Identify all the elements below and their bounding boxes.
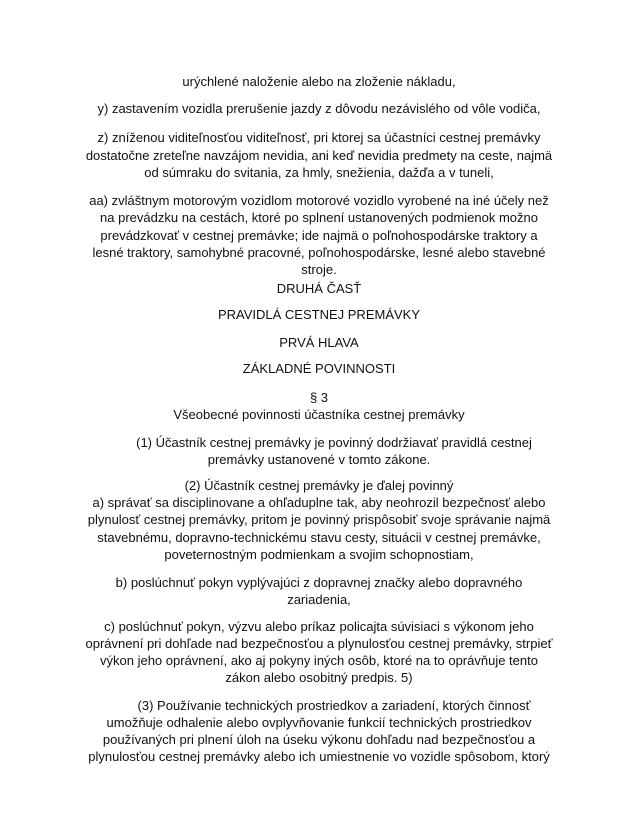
section-heading: PRVÁ HLAVA — [279, 335, 359, 350]
text-line: poveternostným podmienkam a svojim schopnostiam, — [164, 547, 474, 562]
text-line: umožňuje odhalenie alebo ovplyvňovanie funkcií technických prostriedkov — [106, 715, 532, 730]
text-line: od súmraku do svitania, za hmly, snežienia, dažďa a v tuneli, — [144, 165, 494, 180]
text-line: c) poslúchnuť pokyn, výzvu alebo príkaz policajta súvisiaci s výkonom jeho — [104, 619, 534, 634]
text-line: aa) zvláštnym motorovým vozidlom motorové vozidlo vyrobené na iné účely než — [89, 193, 549, 208]
text-line: lesné traktory, samohybné pracovné, poľnohospodárske, lesné alebo stavebné — [92, 245, 546, 260]
text-line: zákon alebo osobitný predpis. 5) — [225, 670, 413, 685]
text-line: (2) Účastník cestnej premávky je ďalej povinný — [184, 478, 454, 493]
text-line: (3) Používanie technických prostriedkov a zariadení, ktorých činnosť — [137, 698, 531, 713]
text-line: prevádzkovať v cestnej premávke; ide najmä o poľnohospodárske traktory a — [100, 228, 538, 243]
text-line: zariadenia, — [287, 592, 351, 607]
text-line: urýchlené naloženie alebo na zloženie nákladu, — [182, 74, 456, 89]
text-line: plynulosťou cestnej premávky alebo ich umiestnenie vo vozidle spôsobom, ktorý — [88, 749, 550, 764]
text-line: stroje. — [301, 262, 337, 277]
text-line: premávky ustanovené v tomto zákone. — [207, 452, 431, 467]
text-line: používaných pri plnení úloh na úseku výkonu dohľadu nad bezpečnosťou a — [102, 732, 536, 747]
text-line: a) správať sa disciplinovane a ohľaduplne tak, aby neohrozil bezpečnosť alebo — [92, 495, 546, 510]
text-line: z) zníženou viditeľnosťou viditeľnosť, pri ktorej sa účastníci cestnej premávky — [97, 130, 541, 145]
text-line: stavebnému, dopravno-technickému stavu cesty, situácii v cestnej premávke, — [97, 530, 541, 545]
text-line: dostatočne zreteľne navzájom nevidia, ani keď nevidia predmety na ceste, najmä — [85, 148, 553, 163]
text-line: výkon jeho oprávnení, ako aj pokyny iných osôb, ktoré na to oprávňuje tento — [100, 653, 538, 668]
paragraph-number: § 3 — [309, 390, 329, 405]
text-line: oprávnení pri dohľade nad bezpečnosťou a plynulosťou cestnej premávky, strpieť — [85, 636, 553, 651]
section-heading: PRAVIDLÁ CESTNEJ PREMÁVKY — [217, 307, 421, 322]
section-heading: DRUHÁ ČASŤ — [276, 281, 362, 296]
section-heading: ZÁKLADNÉ POVINNOSTI — [242, 361, 396, 376]
text-line: na prevádzku na cestách, ktoré po splnení ustanovených podmienok možno — [100, 210, 538, 225]
text-line: plynulosť cestnej premávky, pritom je povinný prispôsobiť svoje správanie najmä — [87, 512, 551, 527]
text-line: y) zastavením vozidla prerušenie jazdy z dôvodu nezávislého od vôle vodiča, — [97, 101, 541, 116]
text-line: (1) Účastník cestnej premávky je povinný dodržiavať pravidlá cestnej — [136, 435, 532, 450]
paragraph-title: Všeobecné povinnosti účastníka cestnej premávky — [173, 407, 465, 422]
text-line: b) poslúchnuť pokyn vyplývajúci z dopravnej značky alebo dopravného — [115, 575, 523, 590]
